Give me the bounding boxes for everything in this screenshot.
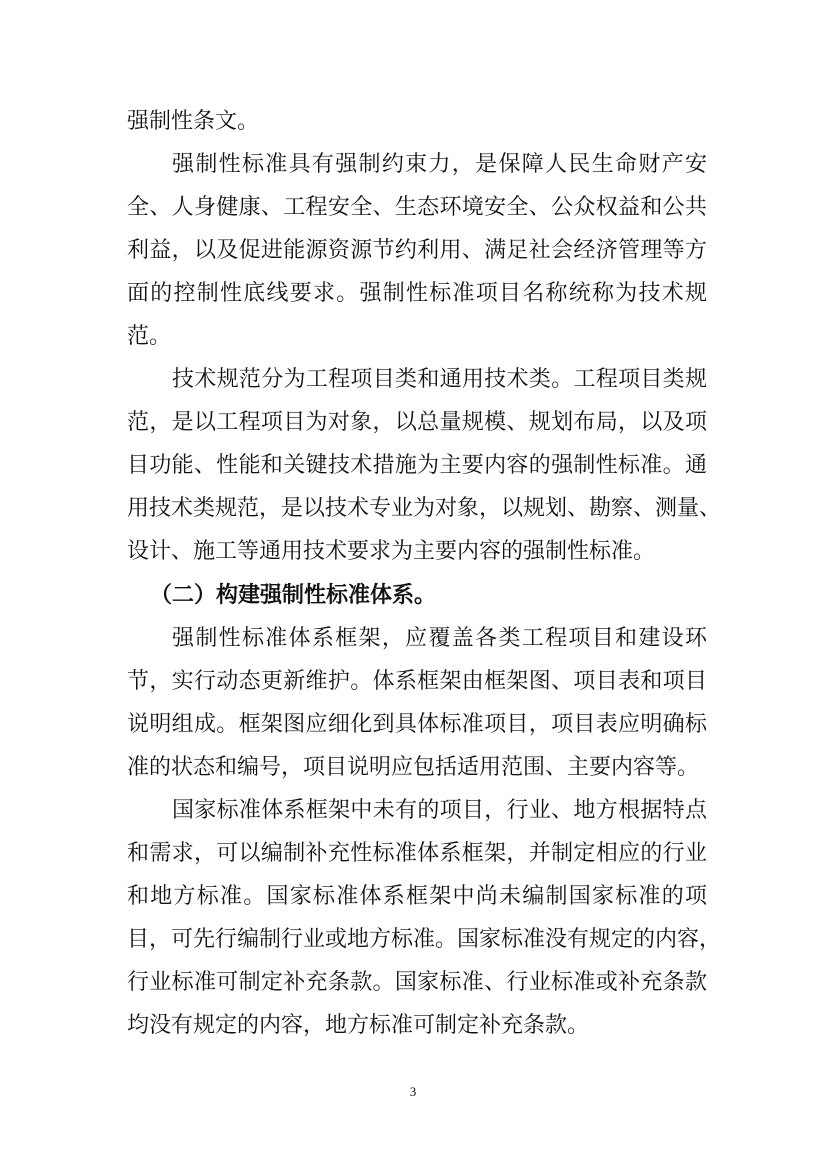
- text-line: 节，实行动态更新维护。体系框架由框架图、项目表和项目: [127, 669, 707, 694]
- text-line: 准的状态和编号，项目说明应包括适用范围、主要内容等。: [127, 755, 700, 780]
- text-line: 利益，以及促进能源资源节约利用、满足社会经济管理等方: [127, 238, 707, 263]
- text-line: 强制性标准体系框架，应覆盖各类工程项目和建设环: [172, 626, 707, 651]
- page-number: 3: [409, 1084, 417, 1099]
- text-line: 技术规范分为工程项目类和通用技术类。工程项目类规: [172, 367, 707, 392]
- text-line: 设计、施工等通用技术要求为主要内容的强制性标准。: [127, 539, 656, 564]
- text-line: 目功能、性能和关键技术措施为主要内容的强制性标准。通: [127, 453, 707, 478]
- text-line: 行业标准可制定补充条款。国家标准、行业标准或补充条款: [127, 970, 707, 995]
- text-line: 强制性标准具有强制约束力，是保障人民生命财产安: [172, 152, 707, 177]
- section-heading: （二）构建强制性标准体系。: [150, 582, 437, 608]
- text-line: 均没有规定的内容，地方标准可制定补充条款。: [127, 1013, 590, 1038]
- text-line: 目，可先行编制行业或地方标准。国家标准没有规定的内容，: [127, 927, 722, 952]
- text-line: 面的控制性底线要求。强制性标准项目名称统称为技术规: [127, 281, 707, 306]
- text-line: 用技术类规范，是以技术专业为对象，以规划、勘察、测量、: [127, 496, 722, 521]
- text-line: 范，是以工程项目为对象，以总量规模、规划布局，以及项: [127, 410, 707, 435]
- text-line: 和需求，可以编制补充性标准体系框架，并制定相应的行业: [127, 841, 707, 866]
- text-line: 和地方标准。国家标准体系框架中尚未编制国家标准的项: [127, 884, 707, 909]
- text-line: 说明组成。框架图应细化到具体标准项目，项目表应明确标: [127, 712, 707, 737]
- text-line: 范。: [127, 324, 172, 349]
- text-line: 国家标准体系框架中未有的项目，行业、地方根据特点: [172, 798, 707, 823]
- text-line: 强制性条文。: [127, 109, 260, 134]
- text-line: 全、人身健康、工程安全、生态环境安全、公众权益和公共: [127, 195, 707, 220]
